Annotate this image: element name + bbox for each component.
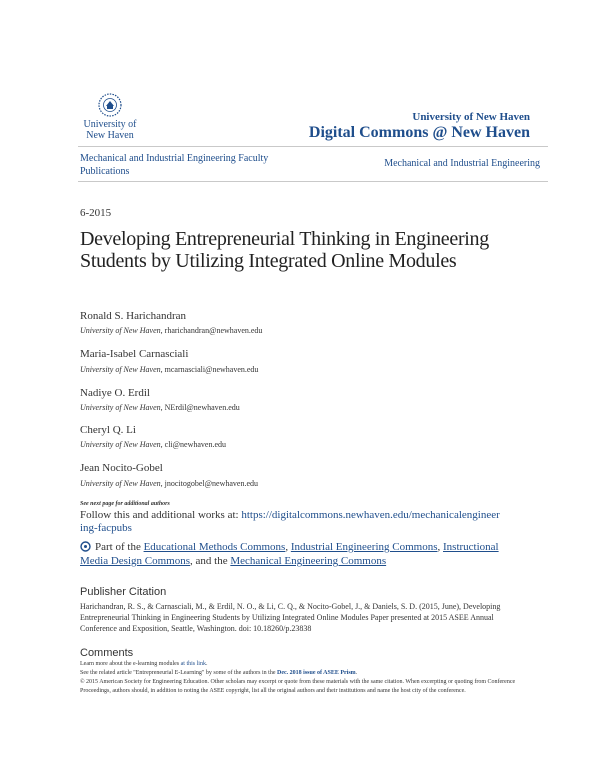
author-name: Jean Nocito-Gobel <box>80 462 163 474</box>
university-seal-icon <box>97 92 123 118</box>
open-access-icon <box>80 541 91 552</box>
comments-text <box>80 660 520 696</box>
logo-text-line2: New Haven <box>86 130 134 141</box>
author-affiliation <box>80 326 262 335</box>
affiliation-name: University of New Haven <box>80 403 161 412</box>
comment-text: See the related article "Entrepreneurial E-Learning" by some of the authors in the <box>80 670 277 676</box>
part-of-commons <box>80 540 520 568</box>
publisher-citation-text: Harichandran, R. S., & Carnasciali, M., & Erdil, N. O., & Li, C. Q., & Nocito-Gobel, J., & Daniels, S. D. (2015, June), Developing Entrepreneurial Thinking in Engineering Students by Utilizing Integrated Online Modules Paper presented at 2015 ASEE Annual Conference and Exposition, Seattle, Washington. doi: 10.18260/p.23838 <box>80 602 501 633</box>
affiliation-name: University of New Haven <box>80 326 161 335</box>
author-name: Cheryl Q. Li <box>80 424 136 436</box>
comment-text: Learn more about the e-learning modules <box>80 661 181 667</box>
comment-text: . <box>205 661 208 667</box>
collection-link-department[interactable]: Mechanical and Industrial Engineering <box>384 158 540 169</box>
affiliation-name: University of New Haven <box>80 479 161 488</box>
author-affiliation <box>80 440 226 449</box>
separator: , <box>285 541 291 553</box>
comment-line <box>80 669 520 678</box>
commons-link-educational-methods[interactable]: Educational Methods Commons <box>143 541 286 553</box>
affiliation-name: University of New Haven <box>80 365 161 374</box>
divider-top <box>78 146 548 147</box>
commons-link-industrial-engineering[interactable]: Industrial Engineering Commons <box>290 541 438 553</box>
commons-link-mechanical-engineering[interactable]: Mechanical Engineering Commons <box>230 555 387 567</box>
author-affiliation <box>80 365 258 374</box>
separator: , <box>437 541 443 553</box>
see-next-page-note: See next page for additional authors <box>80 501 170 507</box>
comment-text: . <box>355 670 358 676</box>
comment-line <box>80 660 520 669</box>
commons-link-instructional-media-design[interactable]: Instructional Media Design Commons <box>80 541 499 567</box>
follow-works <box>80 509 500 535</box>
repository-link[interactable]: Digital Commons @ New Haven <box>308 124 530 141</box>
follow-prefix: Follow this and additional works at: <box>80 509 242 521</box>
affiliation-name: University of New Haven <box>80 440 161 449</box>
author-name: Maria-Isabel Carnasciali <box>80 348 189 360</box>
copyright-note: © 2015 American Society for Engineering Education. Other scholars may excerpt or quote from these materials with the same citation. When excerpting or quoting from Conference Proceedings, authors should, in addition to noting the ASEE copyright, list all the original authors and their institutions and name the host city of the conference. <box>80 679 516 694</box>
divider-bottom <box>78 181 548 182</box>
logo-text-line1: University of <box>83 119 137 130</box>
author-email: , cli@newhaven.edu <box>160 440 226 449</box>
author-affiliation <box>80 403 240 412</box>
author-email: , jnocitogobel@newhaven.edu <box>160 479 258 488</box>
university-logo[interactable] <box>80 92 140 141</box>
paper-title: Developing Entrepreneurial Thinking in Engineering Students by Utilizing Integrated Online Modules <box>80 228 489 272</box>
author-name: Nadiye O. Erdil <box>80 387 150 399</box>
collection-link-faculty-publications[interactable]: Mechanical and Industrial Engineering Faculty Publications <box>80 153 269 177</box>
follow-url-link[interactable]: https://digitalcommons.newhaven.edu/mechanicalengineering-facpubs <box>80 509 500 534</box>
author-affiliation <box>80 479 258 488</box>
institution-link[interactable]: University of New Haven <box>412 111 530 123</box>
e-learning-modules-link[interactable]: at this link <box>180 661 206 667</box>
author-email: , rharichandran@newhaven.edu <box>160 326 263 335</box>
comments-heading: Comments <box>80 647 134 659</box>
author-email: , mcarnasciali@newhaven.edu <box>160 365 259 374</box>
author-name: Ronald S. Harichandran <box>80 310 186 322</box>
publisher-citation-heading: Publisher Citation <box>80 586 167 598</box>
separator: , and the <box>190 555 231 567</box>
part-of-prefix: Part of the <box>95 541 144 553</box>
author-email: , NErdil@newhaven.edu <box>160 403 240 412</box>
publication-date: 6-2015 <box>80 207 112 219</box>
asee-prism-link[interactable]: Dec. 2018 issue of ASEE Prism <box>277 670 356 676</box>
